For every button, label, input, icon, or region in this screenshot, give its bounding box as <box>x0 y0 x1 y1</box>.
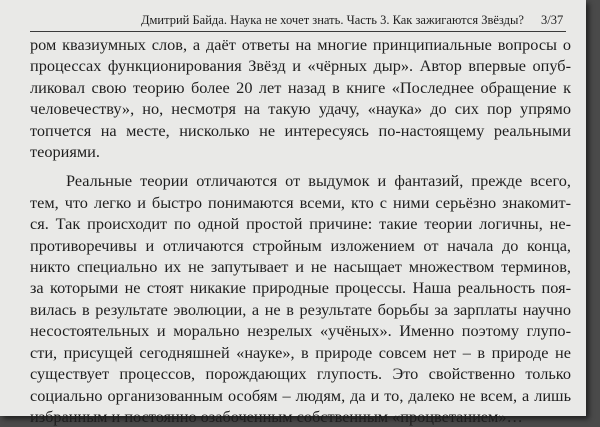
text-line: Реальные теории отличаются от выдумок и фантазий, прежде всего, <box>66 171 571 191</box>
paragraph-1 <box>30 34 571 162</box>
text-line: несостоятельных и морально незрелых «учёных». Именно поэтому глупо- <box>30 321 571 341</box>
text-line: топчется на месте, нисколько не интересуясь по-настоящему реальными <box>30 120 571 140</box>
header-title: Дмитрий Байда. Наука не хочет знать. Часть 3. Как зажигаются Звёзды? <box>141 13 524 27</box>
body-text <box>30 34 571 427</box>
paragraph-2 <box>30 170 571 427</box>
text-line: ся. Так происходит по одной простой причине: такие теории логичны, не- <box>30 214 571 234</box>
text-line: никто специально их не запутывает и не насыщает множеством терминов, <box>30 257 571 277</box>
text-line: тем, что легко и быстро понимаются всеми, кто с ними серьёзно знакомит- <box>30 192 571 212</box>
page-number: 3/37 <box>541 13 564 27</box>
text-line: ликовал свою теорию более 20 лет назад в книге «Последнее обращение к <box>30 77 571 97</box>
text-line: сти, присущей сегодняшней «науке», в природе совсем нет – в природе не <box>30 342 571 362</box>
header-divider <box>30 31 566 32</box>
text-line: вилась в результате эволюции, а не в результате борьбы за зарплаты научно <box>30 299 571 319</box>
text-line: избранным и постоянно озабоченным собственным «процветанием»… <box>30 406 523 426</box>
text-line: процессах функционирования Звёзд и «чёрных дыр». Автор впервые опуб- <box>30 56 571 76</box>
text-line: теориями. <box>30 142 100 162</box>
text-line: существует процессов, порождающих глупость. Это свойственно только <box>30 364 571 384</box>
text-line: ром квазиумных слов, а даёт ответы на многие принципиальные вопросы о <box>30 35 571 54</box>
text-line: социально организованным особям – людям, да и то, далеко не всем, а лишь <box>30 385 571 405</box>
text-line: человечеству», но, несмотря на такую удачу, «наука» до сих пор упрямо <box>30 99 571 119</box>
running-header <box>0 10 586 30</box>
text-line: за которыми не стоят никакие природные процессы. Наша реальность поя- <box>30 278 571 298</box>
text-line: противоречивы и отличаются стройным изложением от начала до конца, <box>30 235 571 255</box>
